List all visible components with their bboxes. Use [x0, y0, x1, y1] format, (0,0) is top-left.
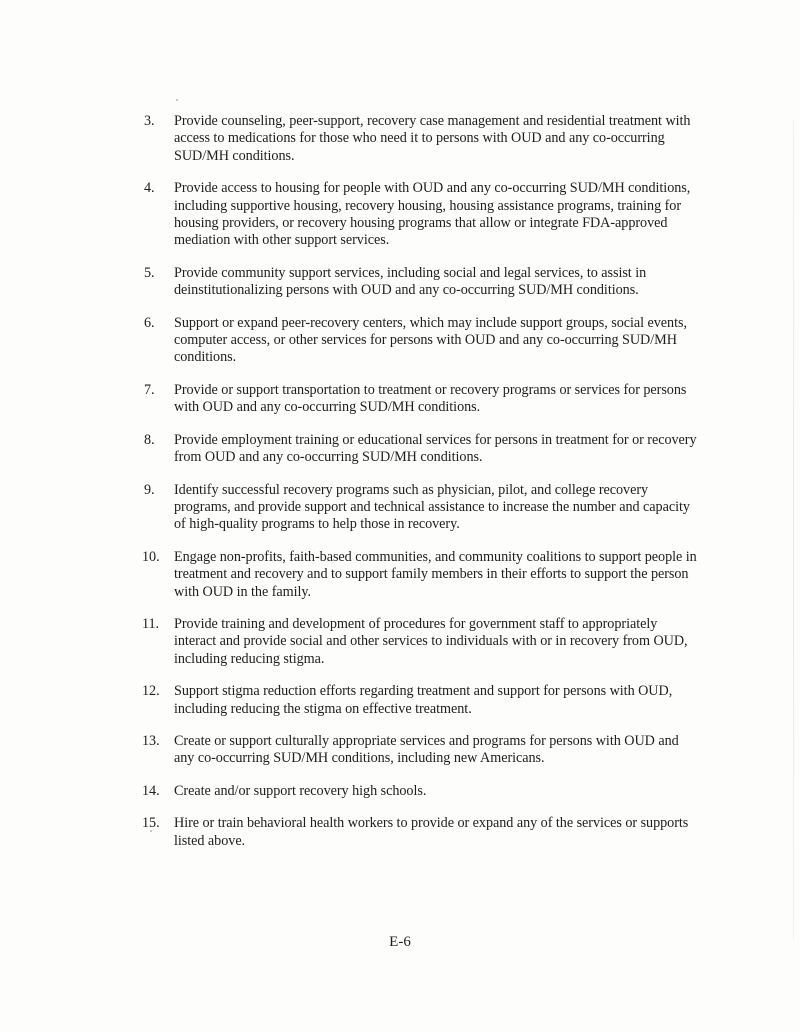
- item-number: 4.: [144, 180, 155, 197]
- list-item: [144, 382, 700, 417]
- list-item: [144, 482, 700, 534]
- list-item: [144, 549, 700, 601]
- item-text: Provide training and development of procedures for government staff to appropriately interact and provide social and other services to individuals with or in recovery from OUD, including reducing stigma.: [174, 615, 688, 667]
- item-text: Support stigma reduction efforts regarding treatment and support for persons with OUD, including reducing the stigma on effective treatment.: [174, 683, 673, 717]
- item-text: Provide counseling, peer-support, recovery case management and residential treatment with access to medications for those who need it to persons with OUD and any co-occurring SUD/MH conditions.: [174, 113, 691, 164]
- page-number: E-6: [389, 934, 411, 950]
- item-number: 11.: [142, 615, 160, 632]
- item-number: 12.: [142, 683, 160, 700]
- list-item: [144, 432, 700, 467]
- list-item: [144, 616, 700, 668]
- list-item: [144, 265, 700, 300]
- item-text: Provide or support transportation to treatment or recovery programs or services for persons with OUD and any co-occurring SUD/MH conditions.: [174, 381, 687, 416]
- scan-edge-shadow: [793, 120, 794, 940]
- list-item: [144, 815, 700, 850]
- item-text: Identify successful recovery programs such as physician, pilot, and college recovery programs, and provide support and technical assistance to increase the number and capacity of high-quality programs to help those in recovery.: [174, 481, 690, 533]
- item-number: 8.: [144, 431, 155, 448]
- list-item: [144, 315, 700, 367]
- item-text: Create and/or support recovery high schools.: [174, 782, 427, 799]
- item-text: Provide employment training or educational services for persons in treatment for or recovery from OUD and any co-occurring SUD/MH conditions.: [174, 431, 697, 466]
- item-number: 3.: [144, 113, 155, 129]
- item-text: Hire or train behavioral health workers to provide or expand any of the services or supports listed above.: [174, 815, 689, 849]
- item-number: 13.: [142, 732, 160, 749]
- list-item: [144, 180, 700, 250]
- strategy-list: [144, 113, 700, 865]
- item-text: Provide access to housing for people with OUD and any co-occurring SUD/MH conditions, including supportive housing, recovery housing, housing assistance programs, training for housing providers, or recovery housing programs that allow or integrate FDA-approved mediation with other support services.: [174, 180, 691, 249]
- list-item: [144, 683, 700, 718]
- item-number: 9.: [144, 481, 155, 498]
- item-text: Engage non-profits, faith-based communities, and community coalitions to support people in treatment and recovery and to support family members in their efforts to support the person with OUD in the family.: [174, 548, 697, 600]
- item-number: 14.: [142, 782, 160, 799]
- item-number: 15.: [142, 815, 160, 832]
- list-item: [144, 113, 700, 165]
- item-number: 5.: [144, 264, 155, 281]
- item-text: Provide community support services, including social and legal services, to assist in deinstitutionalizing persons with OUD and any co-occurring SUD/MH conditions.: [174, 264, 647, 299]
- list-item: [144, 783, 700, 800]
- item-text: Create or support culturally appropriate services and programs for persons with OUD and any co-occurring SUD/MH conditions, including new Americans.: [174, 732, 679, 767]
- item-text: Support or expand peer-recovery centers, which may include support groups, social events, computer access, or other services for persons with OUD and any co-occurring SUD/MH conditions.: [174, 314, 687, 366]
- list-item: [144, 733, 700, 768]
- item-number: 6.: [144, 314, 155, 331]
- item-number: 7.: [144, 381, 155, 398]
- scan-speck: [176, 99, 178, 101]
- item-number: 10.: [142, 548, 160, 565]
